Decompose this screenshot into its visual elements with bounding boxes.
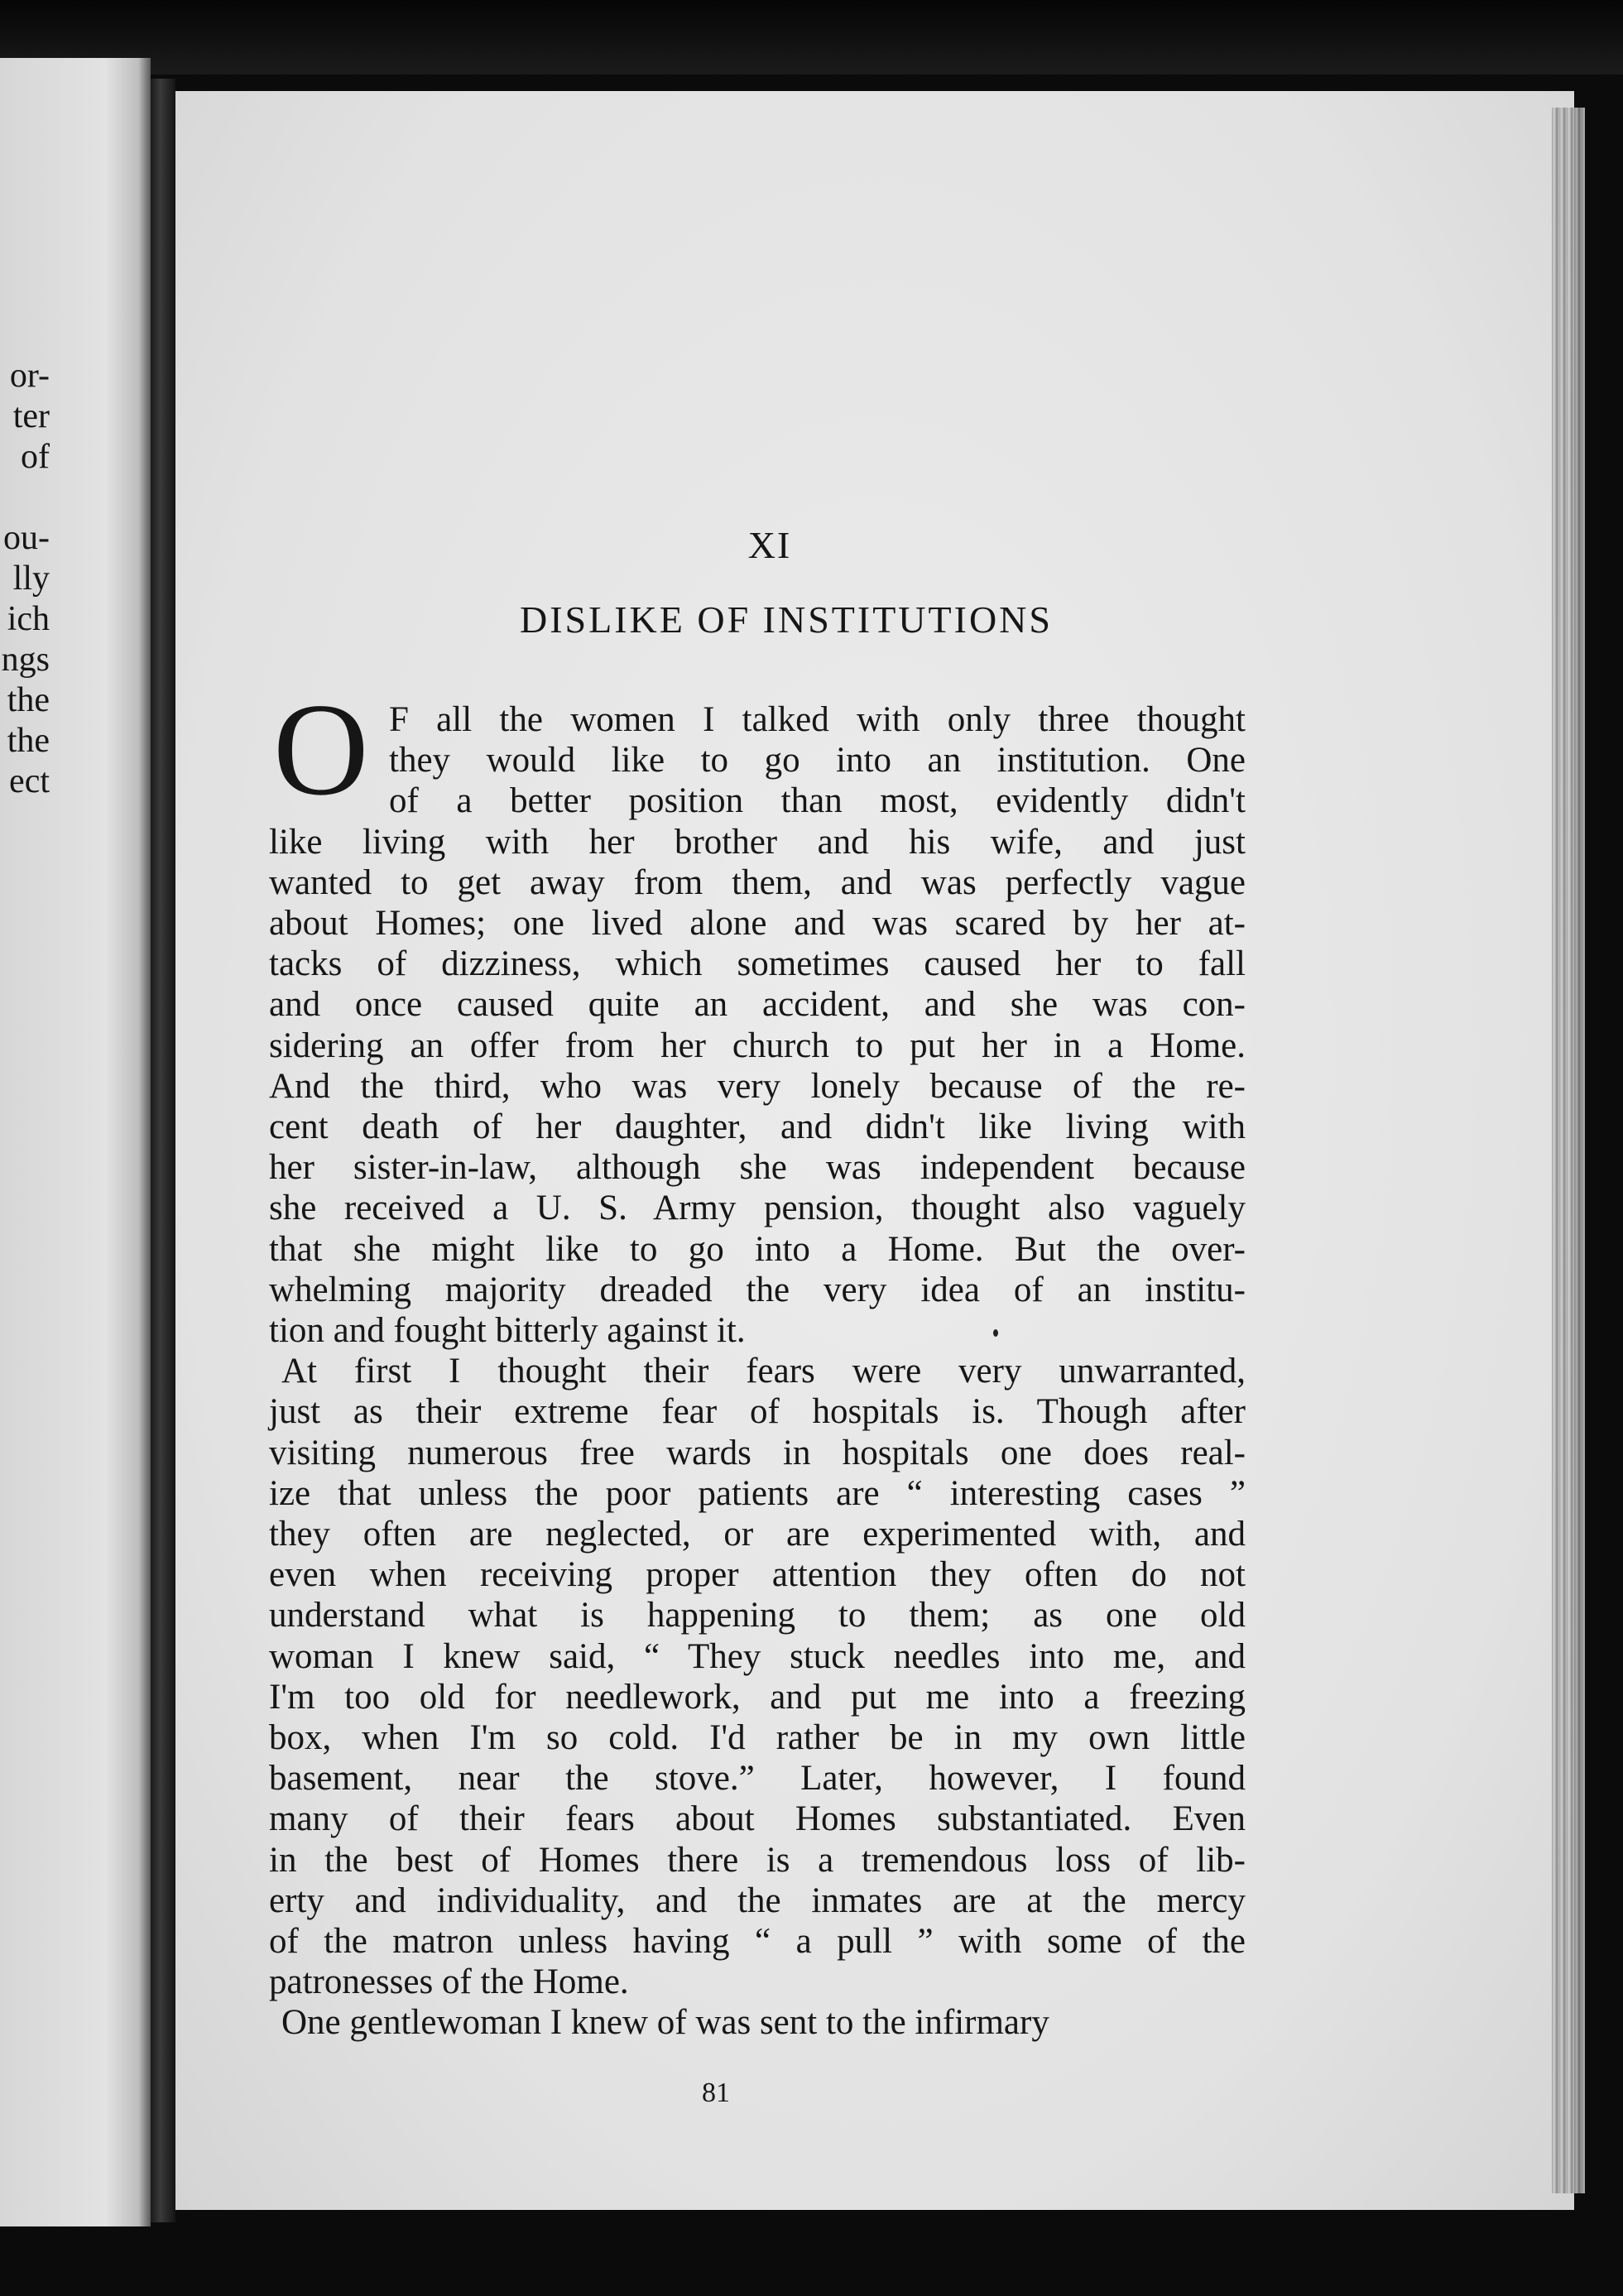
text-line: And the third, who was very lonely because of the re- (269, 1067, 1246, 1106)
text-line: F all the women I talked with only three thought (389, 700, 1246, 739)
facing-page-fragment: ngs (1, 641, 50, 679)
facing-page-fragment: the (7, 681, 50, 719)
text-line: that she might like to go into a Home. But the over- (269, 1230, 1246, 1269)
text-line: erty and individuality, and the inmates are at the mercy (269, 1881, 1246, 1920)
text-line: they would like to go into an institution. One (389, 741, 1246, 780)
text-line: woman I knew said, “ They stuck needles into me, and (269, 1637, 1246, 1676)
facing-page-fragment: ich (7, 600, 50, 638)
text-line: she received a U. S. Army pension, thought also vaguely (269, 1189, 1246, 1227)
facing-page-text-fragments (0, 356, 50, 802)
text-line: understand what is happening to them; as one old (269, 1596, 1246, 1635)
text-line: tion and fought bitterly against it. (269, 1311, 746, 1350)
text-line: visiting numerous free wards in hospitals one does real- (269, 1434, 1246, 1472)
facing-page-fragment: or- (9, 357, 50, 395)
text-line: box, when I'm so cold. I'd rather be in my own little (269, 1718, 1246, 1757)
text-line: I'm too old for needlework, and put me into a freezing (269, 1678, 1246, 1717)
text-line: wanted to get away from them, and was perfectly vague (269, 863, 1246, 902)
text-line: just as their extreme fear of hospitals is. Though after (269, 1392, 1246, 1431)
text-line: about Homes; one lived alone and was scared by her at- (269, 904, 1246, 943)
text-line: One gentlewoman I knew of was sent to the infirmary (281, 2003, 1049, 2042)
text-line: they often are neglected, or are experimented with, and (269, 1515, 1246, 1554)
facing-page-fragment: ect (9, 762, 50, 800)
text-line: cent death of her daughter, and didn't like living with (269, 1107, 1246, 1146)
facing-page-fragment (0, 478, 50, 518)
facing-page-left (0, 58, 151, 2226)
print-speck (993, 1329, 998, 1337)
text-line: even when receiving proper attention they often do not (269, 1555, 1246, 1594)
scan-top-shadow (0, 0, 1623, 74)
text-line: many of their fears about Homes substantiated. Even (269, 1799, 1246, 1838)
text-line: of a better position than most, evidently didn't (389, 781, 1246, 820)
page-number: 81 (702, 2077, 730, 2108)
facing-page-fragment: ter (12, 397, 50, 435)
text-line: her sister-in-law, although she was independent because (269, 1148, 1246, 1187)
chapter-number: XI (747, 524, 792, 566)
text-line: sidering an offer from her church to put her in a Home. (269, 1026, 1246, 1065)
facing-page-fragment: lly (12, 560, 50, 598)
text-line: like living with her brother and his wife, and just (269, 823, 1246, 862)
page-edge-stack (1552, 108, 1585, 2193)
drop-cap: O (273, 675, 369, 823)
facing-page-fragment: of (21, 438, 50, 476)
facing-page-fragment: ou- (3, 519, 50, 557)
text-line: and once caused quite an accident, and she was con- (269, 985, 1246, 1024)
text-line: in the best of Homes there is a tremendous loss of lib- (269, 1841, 1246, 1880)
text-line: ize that unless the poor patients are “ interesting cases ” (269, 1474, 1246, 1513)
text-line: tacks of dizziness, which sometimes caused her to fall (269, 944, 1246, 983)
text-line: whelming majority dreaded the very idea of an institu- (269, 1270, 1246, 1309)
text-line: At first I thought their fears were very unwarranted, (281, 1352, 1246, 1391)
text-line: basement, near the stove.” Later, however, I found (269, 1759, 1246, 1798)
book-gutter (151, 79, 175, 2222)
chapter-title: DISLIKE OF INSTITUTIONS (520, 598, 1053, 641)
text-line: of the matron unless having “ a pull ” with some of the (269, 1922, 1246, 1961)
facing-page-fragment: the (7, 722, 50, 760)
text-line: patronesses of the Home. (269, 1962, 629, 2001)
